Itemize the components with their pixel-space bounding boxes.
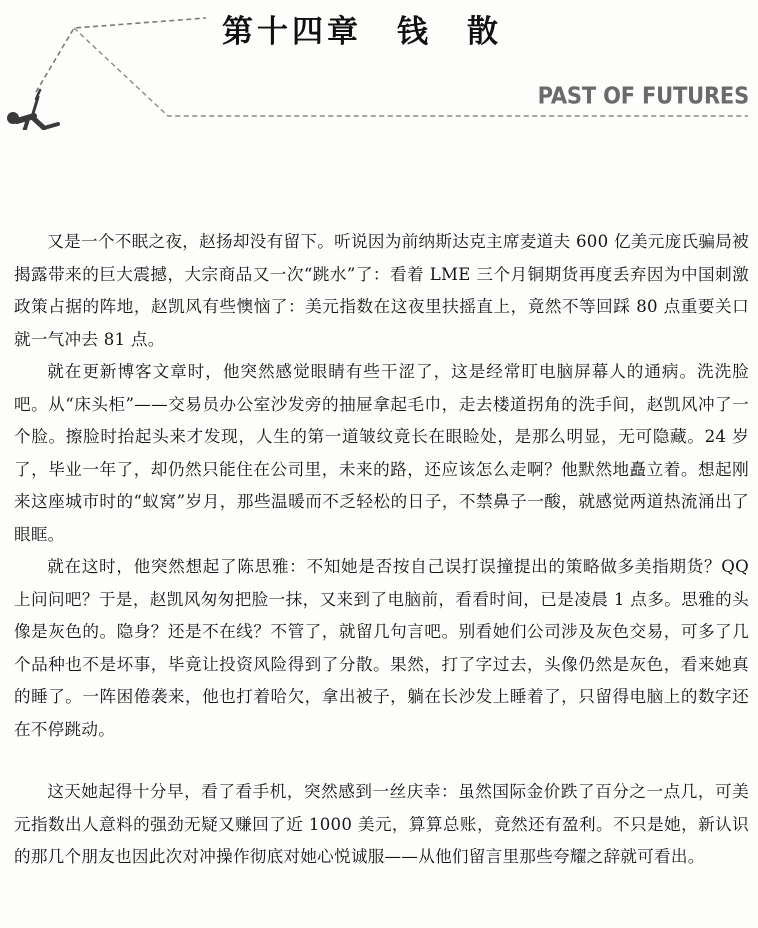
brand-wordmark: PAST OF FUTURES — [537, 83, 749, 109]
body-paragraph: 就在更新博客文章时，他突然感觉眼睛有些干涩了，这是经常盯电脑屏幕人的通病。洗洗脸吧。从“床头柜”——交易员办公室沙发旁的抽屉拿起毛巾，走去楼道拐角的洗手间，赵凯风冲了一个脸。擦脸时抬起头来才发现，人生的第一道皱纹竟长在眼睑处，是那么明显，无可隐藏。24 岁了，毕业一年了，却仍然只能住在公司里，未来的路，还应该怎么走啊？他默然地矗立着。想起刚来这座城市时的“蚁窝”岁月，那些温暖而不乏轻松的日子，不禁鼻子一酸，就感觉两道热流涌出了眼眶。 — [14, 362, 749, 544]
body-paragraph: 这天她起得十分早，看了看手机，突然感到一丝庆幸：虽然国际金价跌了百分之一点几，可美元指数出人意料的强劲无疑又赚回了近 1000 美元，算算总账，竟然还有盈利。不只是她，新认识的那几个朋友也因此次对冲操作彻底对她心悦诚服——从他们留言里那些夸耀之辞就可看出。 — [14, 782, 749, 866]
body-paragraph: 又是一个不眠之夜，赵扬却没有留下。听说因为前纳斯达克主席麦道夫 600 亿美元庞氏骗局被揭露带来的巨大震撼，大宗商品又一次“跳水”了：看着 LME 三个月铜期货再度丢弃因为中国刺激政策占据的阵地，赵凯风有些懊恼了：美元指数在这夜里扶摇直上，竟然不等回踩 80 点重要关口就一气冲去 81 点。 — [14, 232, 749, 349]
chapter-body — [14, 226, 749, 874]
chapter-header — [0, 0, 758, 130]
body-paragraph: 就在这时，他突然想起了陈思雅：不知她是否按自己误打误撞提出的策略做多美指期货？QQ 上问问吧？于是，赵凯风匆匆把脸一抹，又来到了电脑前，看看时间，已是凌晨 1 点多。思雅的头像是灰色的。隐身？还是不在线？不管了，就留几句言吧。别看她们公司涉及灰色交易，可多了几个品种也不是坏事，毕竟让投资风险得到了分散。果然，打了字过去，头像仍然是灰色，看来她真的睡了。一阵困倦袭来，他也打着哈欠，拿出被子，躺在长沙发上睡着了，只留得电脑上的数字还在不停跳动。 — [14, 557, 749, 739]
climber-figure — [8, 90, 59, 130]
chapter-title: 第十四章 钱 散 — [222, 14, 502, 50]
climb-rope-line — [36, 18, 206, 92]
